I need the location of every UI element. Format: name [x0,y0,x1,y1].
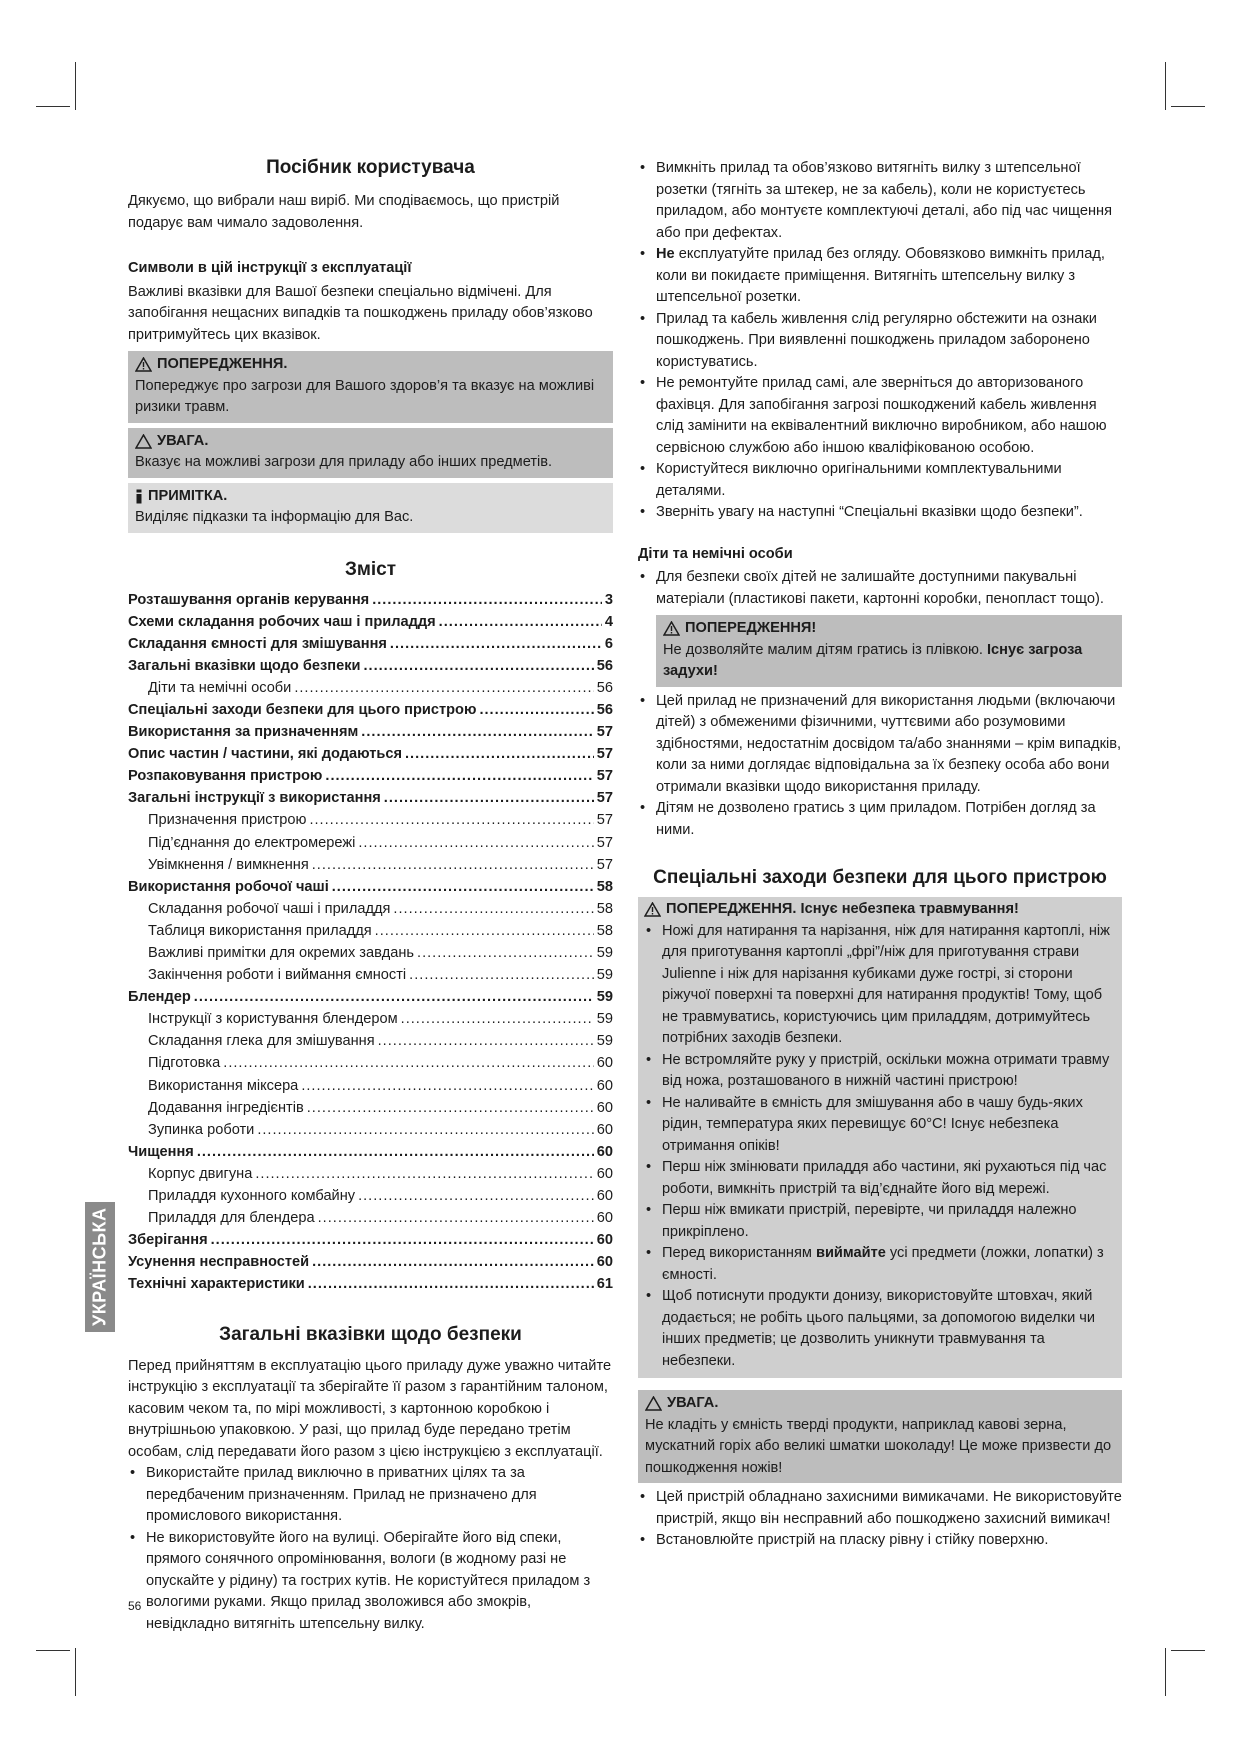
toc-row [128,1097,613,1119]
bold-text: Не [656,246,675,262]
bold-text: виймайте [815,1245,886,1261]
toc-row [128,721,613,743]
toc-row [128,743,613,765]
toc-label: Блендер [128,989,191,1006]
toc-row [128,1273,613,1295]
children-warning-box [656,615,1122,687]
toc-label: Опис частин / частини, які додаються [128,746,402,763]
toc-page: 60 [596,1099,613,1116]
language-tab [85,1202,115,1332]
toc-leader [378,1030,594,1052]
toc-label: Використання робочої чаші [128,878,329,895]
special-warning-box [638,897,1122,1378]
toc-label: Схеми складання робочих чаш і приладдя [128,613,436,630]
toc-row [128,920,613,942]
toc-row [128,677,613,699]
general-heading: Загальні вказівки щодо безпеки [219,1323,522,1345]
toc-page: 59 [596,1033,613,1050]
special-list [644,921,1116,1373]
toc-page: 57 [596,746,613,763]
special-heading: Спеціальні заходи безпеки для цього пристрою [653,867,1107,888]
toc-page: 60 [596,1143,613,1160]
toc-label: Закінчення роботи і виймання ємності [148,967,407,984]
toc-row [128,765,613,787]
toc-leader [312,1251,594,1273]
toc-row [128,986,613,1008]
toc-page: 56 [596,657,613,674]
warning-text-bold: Існує загроза задухи! [663,641,1083,679]
symbols-text: Важливі вказівки для Вашої безпеки спеціально відмічені. Для запобігання нещасних випадків та пошкоджень приладу обов’язково притримуйтесь цих вказівок. [128,283,593,343]
toc-page: 57 [596,856,613,873]
toc-leader [401,1008,594,1030]
toc-row [128,1141,613,1163]
toc-leader [197,1141,594,1163]
toc-label: Складання ємності для змішування [128,635,387,652]
toc-label: Зберігання [128,1232,208,1249]
toc-label: Розпаковування пристрою [128,768,323,785]
crop-mark [1171,106,1205,107]
toc-leader [255,1163,593,1185]
warning-title: ПОПЕРЕДЖЕННЯ. [157,356,288,372]
toc-row [128,1251,613,1273]
toc-leader [332,876,594,898]
toc-leader [294,677,593,699]
list-item: • Ножі для натирання та нарізання, ніж для натирання картоплі, ніж для приготування картоплі „фрі”/ніж для приготування страви Julienne і ніж для нарізання кубиками дуже гострі, зі сторони ріжучої поверхні та поверхні для натирання продуктів! Тому, щоб не травмуватись, користуючись цим приладдям, дотримуйтесь потрібних заходів безпеки. [644,921,1116,1050]
caution-triangle-icon [645,1396,662,1411]
toc-label: Складання глека для змішування [148,1033,375,1050]
toc-label: Увімкнення / вимкнення [148,856,309,873]
toc-leader [390,633,602,655]
list-item: • Цей прилад не призначений для використання людьми (включаючи дітей) з обмеженими фізичними, чуттєвими або розумовими здібностями, недостатнім досвідом та/або знаннями – крім випадків, коли за ними доглядає відповідальна за їх безпеку особа або вони отримали вказівки щодо використання приладу. [638,691,1122,799]
warning-text-plain: Не дозволяйте малим дітям гратись із плівкою. [663,641,987,658]
toc-page: 56 [596,679,613,696]
note-text: Виділяє підказки та інформацію для Вас. [135,509,414,525]
toc-row [128,611,613,633]
general-list-continued [638,158,1122,524]
language-label: УКРАЇНСЬКА [89,1207,110,1327]
toc-page: 61 [596,1276,613,1293]
toc-page: 56 [596,701,613,718]
toc-label: Зупинка роботи [148,1121,255,1138]
toc-leader [363,655,593,677]
toc-page: 60 [596,1210,613,1227]
left-column [128,155,613,1635]
toc-label: Важливі примітки для окремих завдань [148,945,415,961]
list-item-text: експлуатуйте прилад без огляду. Обовязково вимкніть прилад, коли ви покидаєте приміщення. Витягніть штепсельну вилку з штепсельної розетки. [656,246,1105,305]
toc-leader [257,1119,593,1141]
toc-row [128,655,613,677]
crop-mark [1165,1648,1166,1696]
list-item: • Для безпеки своїх дітей не залишайте доступними пакувальні матеріали (пластикові пакети, картонні коробки, пенопласт тощо). [638,567,1122,610]
crop-mark [75,62,76,110]
list-item: • Не наливайте в ємність для змішування або в чашу будь-яких рідин, температура яких перевищує 60°C! Існує небезпека отримання опіків! [644,1093,1116,1158]
toc-label: Розташування органів керування [128,591,370,608]
warning-text [663,640,1115,683]
toc-page: 60 [596,1121,613,1138]
toc-page: 57 [596,768,613,785]
toc-leader [301,1075,593,1097]
warning-triangle-icon [663,621,680,636]
list-item [638,244,1122,309]
toc-row [128,633,613,655]
toc-row [128,589,613,611]
list-item: • Дітям не дозволено гратись з цим приладом. Потрібен догляд за ними. [638,798,1122,841]
toc-label: Призначення пристрою [148,812,307,829]
toc-label: Складання робочої чаші і приладдя [148,900,391,917]
table-of-contents [128,589,613,1296]
toc-label: Інструкції з користування блендером [148,1011,398,1028]
toc-row [128,809,613,831]
toc-leader [417,942,594,964]
toc-page: 3 [604,591,613,608]
toc-page: 60 [596,1077,613,1094]
toc-leader [372,589,602,611]
toc-leader [384,787,594,809]
toc-row [128,1185,613,1207]
caution-box [128,428,613,478]
toc-leader [405,743,594,765]
list-item [644,1243,1116,1286]
warning-box [128,351,613,423]
toc-page: 57 [596,724,613,741]
toc-label: Спеціальні заходи безпеки для цього пристрою [128,701,477,718]
toc-leader [318,1207,594,1229]
toc-page: 59 [596,967,613,984]
caution-title: УВАГА. [667,1395,719,1411]
toc-row [128,876,613,898]
list-item-text: усі предмети (ложки, лопатки) з ємності. [662,1245,1104,1283]
special-warning-title: ПОПЕРЕДЖЕННЯ. Існує небезпека травмування! [666,901,1019,917]
toc-label: Додавання інгредієнтів [148,1099,304,1116]
symbols-heading: Символи в цій інструкції з експлуатації [128,260,412,276]
caution-triangle-icon [135,434,152,449]
crop-mark [75,1648,76,1696]
list-item: • Не ремонтуйте прилад самі, але зверніться до авторизованого фахівця. Для запобігання загрозі пошкоджений кабель живлення слід замінити на еквівалентний виключно виробником, або нашою сервісною службою або іншою кваліфікованою особою. [638,373,1122,459]
toc-row [128,1163,613,1185]
toc-leader [409,964,594,986]
toc-row [128,964,613,986]
toc-leader [211,1229,594,1251]
toc-page: 58 [596,878,613,895]
special-caution-box [638,1390,1122,1483]
toc-page: 60 [596,1165,613,1182]
toc-leader [361,721,593,743]
toc-label: Технічні характеристики [128,1276,305,1293]
toc-page: 59 [596,945,613,961]
children-heading: Діти та немічні особи [638,545,793,562]
caution-text: Вказує на можливі загрози для приладу або інших предметів. [135,454,553,470]
toc-leader [307,1097,594,1119]
toc-row [128,942,613,964]
list-item: • Прилад та кабель живлення слід регулярно обстежити на ознаки пошкоджень. При виявленні пошкоджень приладом заборонено користуватись. [638,309,1122,374]
toc-heading: Зміст [344,558,397,580]
note-title: ПРИМІТКА. [148,487,228,504]
toc-page: 58 [596,900,613,917]
toc-page: 57 [596,790,613,807]
toc-row [128,898,613,920]
right-column [638,158,1122,1552]
toc-leader [439,611,602,633]
toc-page: 60 [596,1188,613,1205]
list-item: • Користуйтеся виключно оригінальними комплектувальними деталями. [638,459,1122,502]
general-text: Перед прийняттям в експлуатацію цього приладу дуже уважно читайте інструкцію з експлуатації та зберігайте її разом з гарантійним талоном, касовим чеком та, по мірі можливості, з картонною коробкою і внутрішньою упаковкою. У разі, що прилад буде передано третім особам, слід передавати його разом з цією інструкцією з експлуатації. [128,1357,612,1460]
toc-row [128,1207,613,1229]
toc-label: Використання за призначенням [128,724,359,741]
toc-leader [393,898,593,920]
toc-leader [375,920,594,942]
list-item: • Не встромляйте руку у пристрій, оскільки можна отримати травму від ножа, розташованого в нижній частині пристрою! [644,1050,1116,1093]
toc-page: 60 [596,1254,613,1271]
toc-label: Використання міксера [148,1077,299,1094]
toc-label: Таблиця використання приладдя [148,922,372,939]
toc-label: Загальні інструкції з використання [128,790,381,807]
toc-page: 57 [596,834,613,851]
toc-leader [312,854,594,876]
toc-page: 60 [596,1055,613,1072]
toc-leader [479,699,593,721]
toc-label: Діти та немічні особи [148,679,292,696]
list-item-text: Перед використанням [662,1245,816,1261]
page-number: 56 [128,1599,142,1613]
caution-title: УВАГА. [157,432,209,449]
toc-label: Приладдя для блендера [148,1210,315,1227]
intro-text: Дякуємо, що вибрали наш виріб. Ми сподіваємось, що пристрій подарує вам чимало задоволення. [128,193,560,231]
toc-row [128,1008,613,1030]
list-item: • Щоб потиснути продукти донизу, використовуйте штовхач, який додається; не робіть цього пальцями, за допомогою виделки чи інших предметів; це дозволить уникнути травмування та небезпеки. [644,1286,1116,1372]
toc-row [128,854,613,876]
list-item: • Вимкніть прилад та обов’язково витягніть вилку з штепсельної розетки (тягніть за штекер, не за кабель), коли не користуєтесь приладом, або монтуєте комплектуючі деталі, або під час чищення або при дефектах. [638,158,1122,244]
list-item: • Не використовуйте його на вулиці. Оберігайте його від спеки, прямого сонячного опромінювання, вологи (в жодному разі не опускайте у рідину) та гострих кутів. Не користуйтеся приладом з вологими руками. Якщо прилад зволожився або змокрів, невідкладно витягніть штепсельну вилку. [128,1528,613,1636]
toc-page: 4 [604,613,613,630]
toc-leader [358,1185,594,1207]
toc-page: 58 [596,922,613,939]
toc-row [128,1075,613,1097]
toc-leader [223,1052,594,1074]
toc-page: 57 [596,812,613,829]
toc-label: Загальні вказівки щодо безпеки [128,657,361,674]
toc-label: Усунення несправностей [128,1254,310,1271]
toc-page: 60 [596,1232,613,1249]
toc-row [128,1119,613,1141]
info-icon [135,489,143,504]
toc-label: Корпус двигуна [148,1165,253,1182]
toc-leader [325,765,593,787]
list-item: • Перш ніж вмикати пристрій, перевірте, чи приладдя належно прикріплено. [644,1200,1116,1243]
toc-label: Чищення [128,1143,194,1160]
general-list [128,1463,613,1635]
page-title: Посібник користувача [266,157,475,178]
toc-row [128,1030,613,1052]
toc-row [128,699,613,721]
list-item: • Перш ніж змінювати приладдя або частини, які рухаються під час роботи, вимкніть пристрій та від’єднайте його від мережі. [644,1157,1116,1200]
toc-label: Під’єднання до електромережі [148,834,356,851]
toc-page: 59 [596,989,613,1006]
special-list-2 [638,1487,1122,1552]
crop-mark [1165,62,1166,110]
toc-row [128,832,613,854]
toc-leader [308,1273,594,1295]
toc-label: Приладдя кухонного комбайну [148,1188,356,1205]
children-list-2 [638,691,1122,842]
toc-label: Підготовка [148,1055,221,1072]
warning-text: Попереджує про загрози для Вашого здоров’я та вказує на можливі ризики травм. [135,377,595,415]
warning-triangle-icon [644,902,661,917]
toc-page: 6 [604,635,613,652]
toc-row [128,1229,613,1251]
toc-leader [358,832,593,854]
crop-mark [36,106,70,107]
note-box [128,483,613,533]
toc-row [128,787,613,809]
warning-title: ПОПЕРЕДЖЕННЯ! [685,620,817,636]
toc-page: 59 [596,1011,613,1028]
warning-triangle-icon [135,357,152,372]
list-item: • Встановлюйте пристрій на пласку рівну і стійку поверхню. [638,1530,1122,1552]
crop-mark [36,1650,70,1651]
children-list [638,567,1122,610]
list-item: • Використайте прилад виключно в приватних цілях та за передбаченим призначенням. Прилад не призначено для промислового використання. [128,1463,613,1528]
toc-leader [309,809,593,831]
toc-leader [194,986,594,1008]
list-item: • Зверніть увагу на наступні “Спеціальні вказівки щодо безпеки”. [638,502,1122,524]
list-item: • Цей пристрій обладнано захисними вимикачами. Не використовуйте пристрій, якщо він несправний або пошкоджено захисний вимикач! [638,1487,1122,1530]
toc-row [128,1052,613,1074]
caution-text: Не кладіть у ємність тверді продукти, наприклад кавові зерна, мускатний горіх або великі шматки шоколаду! Це може призвести до пошкодження ножів! [645,1416,1112,1476]
crop-mark [1171,1650,1205,1651]
